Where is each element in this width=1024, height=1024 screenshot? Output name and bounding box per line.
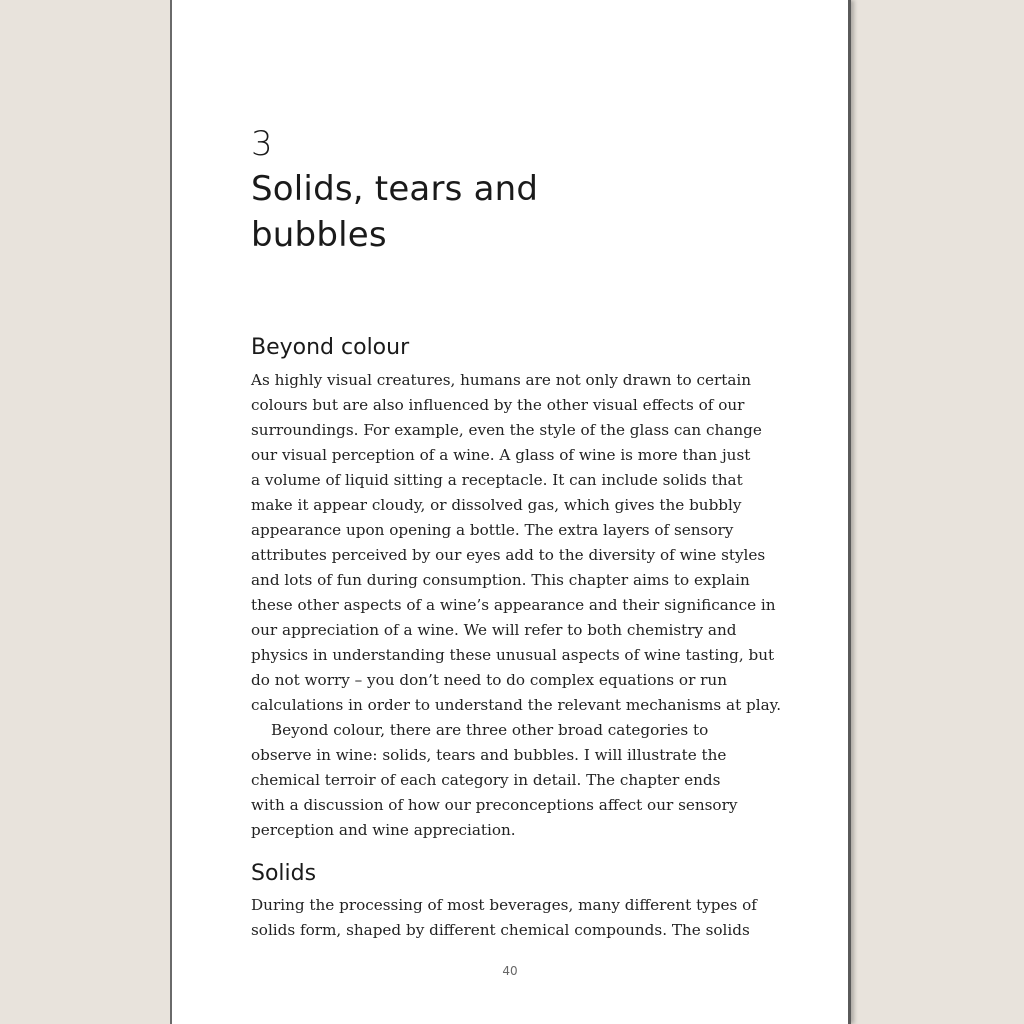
text-line: solids form, shaped by different chemical compounds. The solids <box>251 921 750 939</box>
body-text-solids <box>251 893 771 943</box>
text-line: chemical terroir of each category in detail. The chapter ends <box>251 771 721 789</box>
text-line: do not worry – you don’t need to do complex equations or run <box>251 671 727 689</box>
page-number: 40 <box>502 964 518 978</box>
text-line: our appreciation of a wine. We will refer to both chemistry and <box>251 621 737 639</box>
text-line: Beyond colour, there are three other broad categories to <box>271 721 709 739</box>
text-line: As highly visual creatures, humans are not only drawn to certain <box>251 371 752 389</box>
section-heading-beyond-colour: Beyond colour <box>251 335 410 360</box>
body-text-beyond-colour <box>251 368 782 843</box>
text-line: a volume of liquid sitting a receptacle. It can include solids that <box>251 471 743 489</box>
text-line: our visual perception of a wine. A glass of wine is more than just <box>251 446 751 464</box>
molecule-icon <box>577 64 777 284</box>
text-line: and lots of fun during consumption. This chapter aims to explain <box>251 571 750 589</box>
text-line: calculations in order to understand the relevant mechanisms at play. <box>251 696 782 714</box>
section-heading-solids: Solids <box>251 861 317 886</box>
text-line: observe in wine: solids, tears and bubbles. I will illustrate the <box>251 746 727 764</box>
text-line: physics in understanding these unusual aspects of wine tasting, but <box>251 646 775 664</box>
text-line: surroundings. For example, even the style of the glass can change <box>251 421 762 439</box>
text-line: During the processing of most beverages, many different types of <box>251 896 757 914</box>
chapter-title-line: Solids, tears and <box>251 169 539 209</box>
chapter-number: 3 <box>251 124 273 164</box>
text-line: perception and wine appreciation. <box>251 821 516 839</box>
text-line: make it appear cloudy, or dissolved gas, which gives the bubbly <box>251 496 742 514</box>
chapter-title-line: bubbles <box>251 215 387 255</box>
chapter-title <box>251 166 591 258</box>
text-line: appearance upon opening a bottle. The extra layers of sensory <box>251 521 734 539</box>
book-page <box>172 0 848 1024</box>
text-line: with a discussion of how our preconceptions affect our sensory <box>251 796 738 814</box>
text-line: colours but are also influenced by the other visual effects of our <box>251 396 745 414</box>
text-line: these other aspects of a wine’s appearance and their significance in <box>251 596 776 614</box>
text-line: attributes perceived by our eyes add to the diversity of wine styles <box>251 546 766 564</box>
